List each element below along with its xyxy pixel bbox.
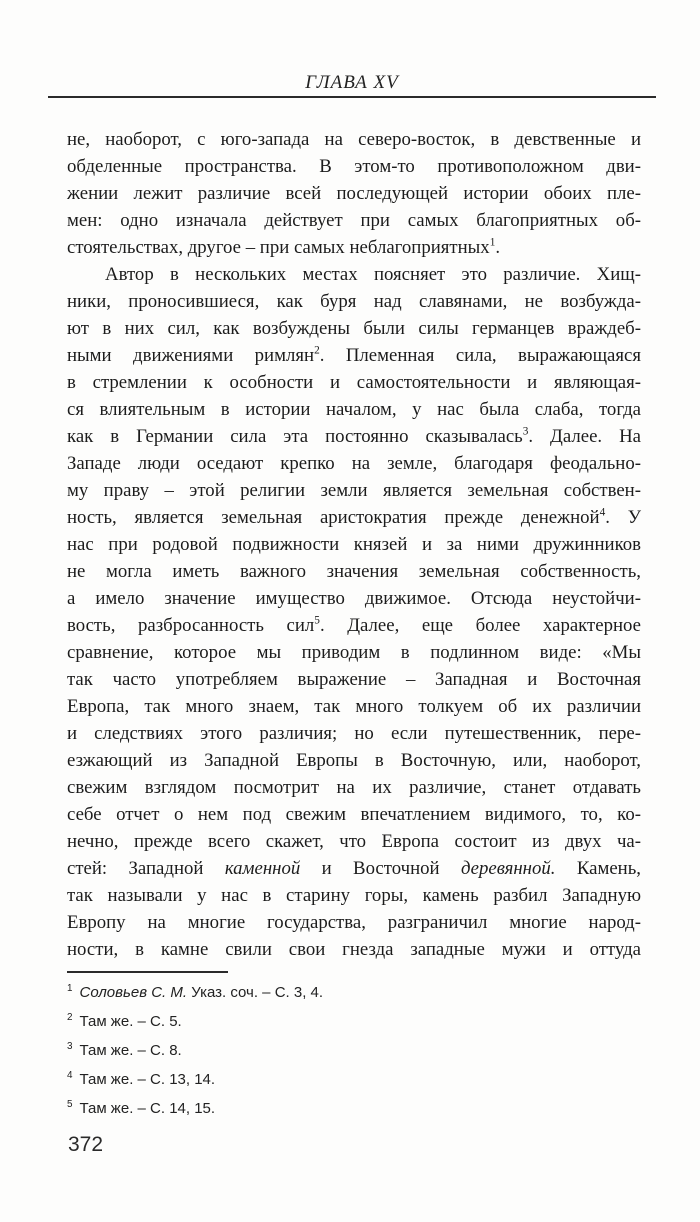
header-rule [48,96,656,98]
text-line: стей: Западной каменной и Восточной деревянной. Камень, [67,858,641,879]
text-line: ными движениями римлян$^2$. Племенная сила, выражающаяся [67,344,641,366]
footnote: $^3$ Там же. – С. 8. [67,1041,182,1059]
text-line: свежим взглядом посмотрит на их различие, станет отдавать [67,777,641,798]
footnote: $^5$ Там же. – С. 14, 15. [67,1099,216,1117]
text-line: сравнение, которое мы приводим в подлинном виде: «Мы [67,642,641,663]
text-line: и следствиях этого различия; но если путешественник, пере- [67,723,641,744]
text-line: вость, разбросанность сил$^5$. Далее, еще более характерное [67,614,641,636]
footnote-number: 2 [67,1012,73,1023]
text-line: в стремлении к особности и самостоятельности и являющая- [67,372,641,393]
footnote-separator [67,971,228,973]
text-line: ности, в камне свили свои гнезда западные мужи и оттуда [67,939,641,960]
text-line: как в Германии сила эта постоянно сказывалась$^3$. Далее. На [67,425,641,447]
text-line: езжающий из Западной Европы в Восточную, или, наоборот, [67,750,641,771]
text-line: ся влиятельным в истории началом, у нас была слаба, тогда [67,399,641,420]
text-line: нас при родовой подвижности князей и за ними дружинников [67,534,641,555]
text-line: так называли у нас в старину горы, камень разбил Западную [67,885,641,906]
text-line: а имело значение имущество движимое. Отсюда неустойчи- [67,588,641,609]
text-line: мен: одно изначала действует при самых благоприятных об- [67,210,641,231]
text-line: не могла иметь важного значения земельная собственность, [67,561,641,582]
text-line: стоятельствах, другое – при самых неблагоприятных$^1$. [67,236,501,258]
text-line: нечно, прежде всего скажет, что Европа состоит из двух ча- [67,831,641,852]
text-line: жении лежит различие всей последующей истории обоих пле- [67,183,641,204]
text-line: Европу на многие государства, разграничил многие народ- [67,912,641,933]
text-line: обделенные пространства. В этом-то противоположном дви- [67,156,641,177]
footnote-number: 4 [67,1070,73,1081]
page-number: 372 [68,1133,104,1156]
text-line: ют в них сил, как возбуждены были силы германцев враждеб- [67,318,641,339]
text-line: не, наоборот, с юго-запада на северо-восток, в девственные и [67,129,641,150]
footnote: $^4$ Там же. – С. 13, 14. [67,1070,216,1088]
footnotes [67,978,641,1123]
text-line: себе отчет о нем под свежим впечатлением видимого, то, ко- [67,804,641,825]
text-line: ники, проносившиеся, как буря над славянами, не возбужда- [67,291,641,312]
text-line: так часто употребляем выражение – Западная и Восточная [67,669,641,690]
body-text [67,126,641,963]
footnote: $^2$ Там же. – С. 5. [67,1012,182,1030]
footnote-number: 3 [67,1041,73,1052]
text-line: Европа, так много знаем, так много толкуем об их различии [67,696,641,717]
footnote: $^1$ Соловьев С. М. Указ. соч. – С. 3, 4. [67,983,324,1001]
text-line: Западе люди оседают крепко на земле, благодаря феодально- [67,453,641,474]
chapter-header: ГЛАВА XV [305,72,399,93]
footnote-number: 5 [67,1099,73,1110]
footnote-number: 1 [67,983,73,994]
text-line: му праву – этой религии земли является земельная собствен- [67,480,641,501]
text-line: Автор в нескольких местах поясняет это различие. Хищ- [105,264,641,285]
text-line: ность, является земельная аристократия прежде денежной$^4$. У [67,506,641,528]
